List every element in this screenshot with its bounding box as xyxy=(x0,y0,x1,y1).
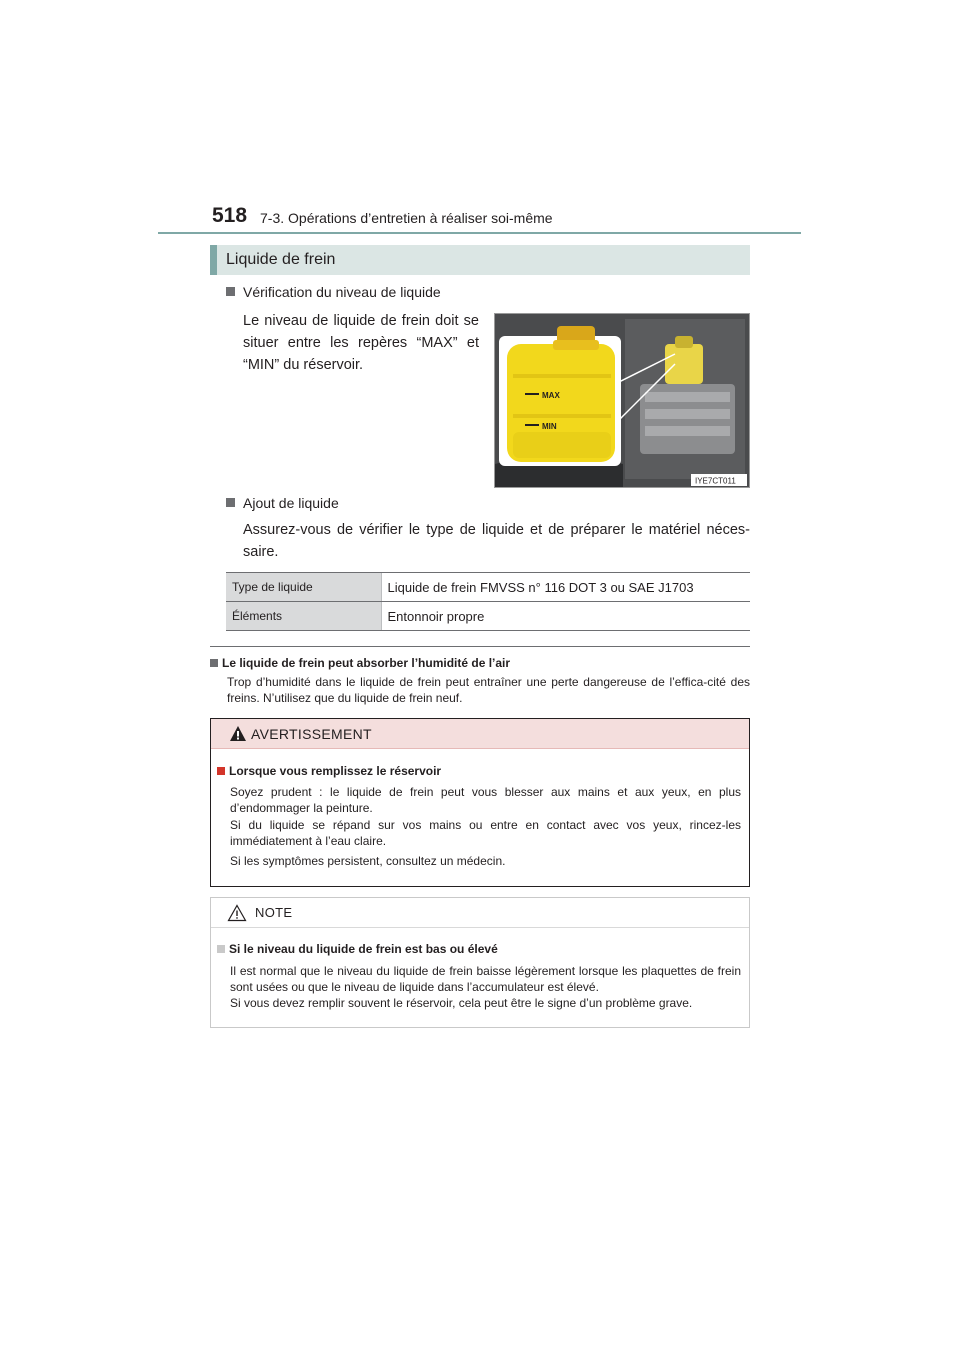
warning-heading: Lorsque vous remplissez le réservoir xyxy=(217,764,441,778)
section-title-bar xyxy=(210,245,750,275)
table-row xyxy=(226,602,750,631)
humidity-heading: Le liquide de frein peut absorber l’humidité de l’air xyxy=(210,656,510,670)
table-key: Éléments xyxy=(226,602,381,631)
square-bullet-icon xyxy=(226,498,235,507)
page-header xyxy=(212,204,802,234)
humidity-text: Trop d’humidité dans le liquide de frein peut entraîner une perte dangereuse de l’effica-cité des freins. N’utilisez que du liquide de frein neuf. xyxy=(227,675,750,705)
add-heading: Ajout de liquide xyxy=(226,495,339,511)
note-box xyxy=(210,897,750,1028)
page-number: 518 xyxy=(212,204,248,227)
fluid-spec-table xyxy=(226,572,750,631)
warning-para-1: Soyez prudent : le liquide de frein peut vous blesser aux mains et aux yeux, en plus d’endommager la peinture. xyxy=(230,785,741,815)
warning-triangle-icon xyxy=(229,725,247,742)
note-para-1: Il est normal que le niveau du liquide de frein baisse légèrement lorsque les plaquettes de frein sont usées ou que le niveau de liquide dans l’accumulateur est élevé. xyxy=(230,964,741,994)
caution-triangle-icon xyxy=(227,904,247,922)
warning-para-2: Si du liquide se répand sur vos mains ou entre en contact avec vos yeux, rincez-les immédiatement à l’eau claire. xyxy=(230,818,741,848)
add-text: Assurez-vous de vérifier le type de liquide et de préparer le matériel néces-saire. xyxy=(243,522,750,560)
table-key: Type de liquide xyxy=(226,573,381,602)
warning-title-bar xyxy=(211,719,749,749)
min-mark-label: MIN xyxy=(542,422,557,431)
table-value: Entonnoir propre xyxy=(381,602,750,631)
warning-para-3: Si les symptômes persistent, consultez un médecin. xyxy=(230,854,506,868)
square-bullet-icon xyxy=(210,659,218,667)
red-square-bullet-icon xyxy=(217,767,225,775)
note-title: NOTE xyxy=(255,905,293,920)
note-para-2: Si vous devez remplir souvent le réservoir, cela peut être le signe d’un problème grave. xyxy=(230,996,693,1010)
reservoir-illustration xyxy=(495,314,750,488)
note-heading: Si le niveau du liquide de frein est bas ou élevé xyxy=(217,942,498,956)
check-text: Le niveau de liquide de frein doit se situer entre les repères “MAX” et “MIN” du réservoir. xyxy=(243,313,479,373)
brake-fluid-reservoir-figure xyxy=(494,313,750,488)
section-title: Liquide de frein xyxy=(226,251,336,268)
max-mark-label: MAX xyxy=(542,391,560,400)
table-row xyxy=(226,573,750,602)
grey-square-bullet-icon xyxy=(217,945,225,953)
table-value: Liquide de frein FMVSS n° 116 DOT 3 ou SAE J1703 xyxy=(381,573,750,602)
warning-box xyxy=(210,718,750,887)
warning-title: AVERTISSEMENT xyxy=(251,726,372,742)
check-heading: Vérification du niveau de liquide xyxy=(226,284,441,300)
section-divider xyxy=(210,646,750,647)
header-rule xyxy=(158,232,801,234)
square-bullet-icon xyxy=(226,287,235,296)
chapter-title: 7-3. Opérations d’entretien à réaliser soi-même xyxy=(260,210,553,226)
note-title-bar xyxy=(211,898,749,928)
figure-code: IYE7CT011 xyxy=(695,476,736,486)
